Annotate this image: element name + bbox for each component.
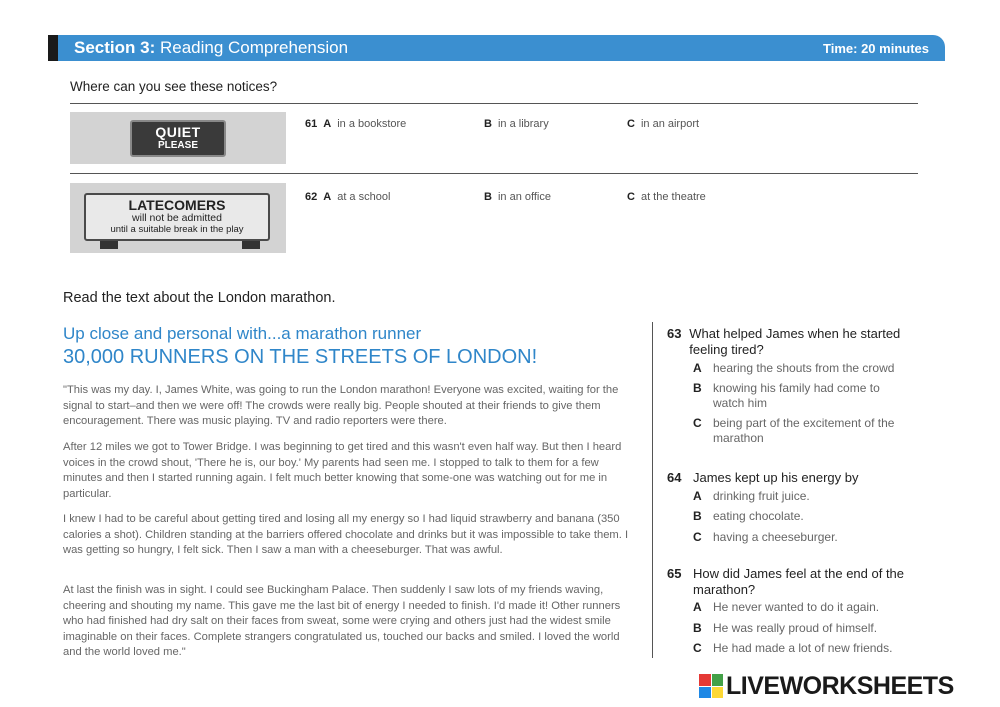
article-paragraph-1: "This was my day. I, James White, was going to run the London marathon! Everyone was excited, waiting for the signal to start–and then we were off! The crowds were really big. People shouted at their friends to give them encouragement. There was music playing. TV and radio reporters were there.	[63, 384, 619, 427]
article-headline: 30,000 RUNNERS ON THE STREETS OF LONDON!	[63, 346, 538, 368]
question-61-option-c[interactable]: C in an airport	[627, 118, 700, 130]
column-divider	[652, 322, 653, 658]
reading-instruction: Read the text about the London marathon.	[63, 290, 336, 306]
latecomers-notice-image	[70, 183, 286, 253]
question-62-option-c[interactable]: C at the theatre	[627, 191, 706, 203]
logo-text: LIVEWORKSHEETS	[726, 671, 954, 700]
article-paragraph-4: At last the finish was in sight. I could see Buckingham Palace. Then suddenly I saw lots of my friends waving, cheering and shouting my name. This gave me the last bit of energy I needed to finish. I'd made it! Other runners who had finished had dry salt on their faces from sweat, some were crying and others just had the widest smile imaginable on their faces. Complete strangers congratulated us, touched our backs and smiled. I loved the world and the world loved me."	[63, 584, 621, 658]
sign-post-right	[242, 241, 260, 249]
header-left-bar	[48, 35, 58, 61]
question-63-option-a[interactable]: A hearing the shouts from the crowd	[693, 361, 895, 375]
sign-post-left	[100, 241, 118, 249]
divider	[70, 173, 918, 174]
question-65-option-c[interactable]: C He had made a lot of new friends.	[693, 641, 893, 655]
time-limit: Time: 20 minutes	[823, 41, 929, 56]
divider	[70, 103, 918, 104]
liveworksheets-logo	[699, 671, 954, 700]
quiet-notice-image	[70, 112, 286, 164]
section-title: Section 3: Reading Comprehension	[74, 38, 349, 57]
article-paragraph-3: I knew I had to be careful about getting tired and losing all my energy so I had liquid strawberry and banana (350 calories a shot). Children standing at the barriers offered chocolate and drinks but it was impossible to take them. I was getting so hungry, I felt sick. Then I saw a man with a cheeseburger. That was awful.	[63, 513, 629, 556]
question-63: 63 What helped James when he started feeling tired? A hearing the shouts from the crowd B knowing his family had come to watch him C being part of the excitement of the marathon	[667, 326, 937, 447]
question-62-option-a[interactable]: 62 A at a school	[305, 191, 391, 203]
question-64-option-c[interactable]: C having a cheeseburger.	[693, 529, 838, 544]
question-64-text: James kept up his energy by	[693, 470, 859, 485]
question-61-option-b[interactable]: B in a library	[484, 118, 549, 130]
question-65-option-a[interactable]: A He never wanted to do it again.	[693, 600, 880, 614]
question-63-text: What helped James when he started feeling tired?	[689, 326, 901, 357]
question-65: 65 How did James feel at the end of the marathon? A He never wanted to do it again. B He was really proud of himself. C He had made a lot of new friends.	[667, 566, 937, 657]
question-64-option-a[interactable]: A drinking fruit juice.	[693, 488, 810, 503]
question-63-option-b[interactable]: B knowing his family had come to watch him	[693, 380, 880, 410]
article-paragraph-2: After 12 miles we got to Tower Bridge. I was beginning to get tired and this wasn't even half way. But then I heard voices in the crowd shout, 'There he is, our boy.' My parents had seen me. I stopped to talk to them for a few minutes and then I started running again. I felt much better knowing that some-one was watching out for me in particular.	[63, 441, 622, 500]
notices-prompt: Where can you see these notices?	[70, 79, 278, 94]
quiet-sign: QUIET PLEASE	[130, 120, 226, 157]
question-62-option-b[interactable]: B in an office	[484, 191, 551, 203]
question-63-option-c[interactable]: C being part of the excitement of the marathon	[693, 415, 895, 445]
question-65-option-b[interactable]: B He was really proud of himself.	[693, 620, 878, 635]
question-64: 64 James kept up his energy by A drinking fruit juice. B eating chocolate. C having a cheeseburger.	[667, 470, 937, 545]
article-subtitle: Up close and personal with...a marathon runner	[63, 324, 422, 343]
latecomers-sign: LATECOMERS will not be admitted until a suitable break in the play	[84, 193, 270, 241]
question-65-text: How did James feel at the end of the marathon?	[693, 566, 905, 597]
question-61-option-a[interactable]: 61 A in a bookstore	[305, 118, 407, 130]
section-header	[48, 35, 945, 61]
logo-blocks-icon	[699, 674, 723, 698]
question-64-option-b[interactable]: B eating chocolate.	[693, 509, 804, 523]
